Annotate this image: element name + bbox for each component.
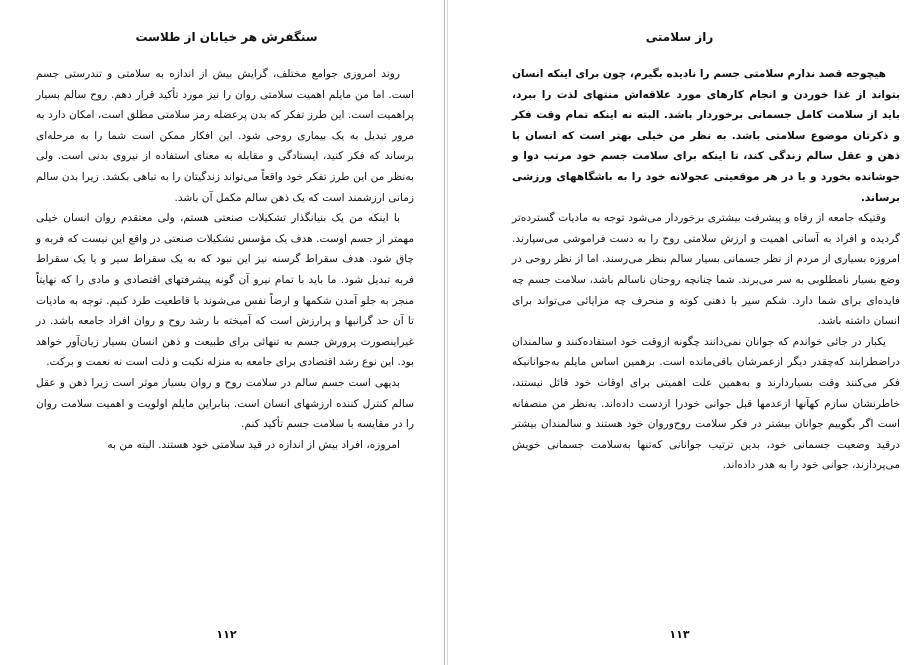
left-page-header: سنگفرش هر خیابان از طلاست (135, 30, 318, 44)
left-paragraph: امروزه، افراد بیش از اندازه در قید سلامتی خود هستند. البته من به (107, 438, 400, 451)
right-page-body (512, 64, 900, 476)
left-paragraph: بدیهی است جسم سالم در سلامت روح و روان بسیار موثر است زیرا ذهن و عقل سالم کنترل کننده ارزشهای انسان است. بنابراین مایلم اولویت و اهمیت سلامت روان را در مقایسه با سلامت جسم تأکید کنم. (36, 376, 414, 431)
right-paragraph: یکبار در جائی خواندم که جوانان نمی‌دانند چگونه ازوقت خود استفاده‌کنند و سالمندان دراضطرابند که‌چقدر دیگر ازعمرشان باقی‌مانده است. برهمین اساس مایلم به‌جوانانیکه فکر می‌کنند وقت بسیاردارند و به‌همین علت اهمیتی برای اوقات خود قائل نیستند، خاطرنشان سازم کهآنها ازعدمها قبل جوانی خودرا ازدست داده‌اند. به‌نظر من منصفانه است اگر بگوییم جوانان بیشتر در فکر سلامت روح‌وروان خود هستند و سالمندان بیشتر درقید وضعیت جسمانی خود، بدین ترتیب جوانانی که‌تنها به‌سلامت جسمانی خویش می‌پردازند، جوانی خود را به هدر داده‌اند. (512, 335, 900, 472)
left-paragraph: روند امروزی جوامع مختلف، گرایش بیش از اندازه به سلامتی و تندرستی جسم است. اما من مایلم اهمیت سلامتی روان را نیز مورد تأکید قرار دهم. روح سالم بسیار پراهمیت است. این طرز تفکر که بدن پرعضله رمز سلامتی مطلق است، امکان دارد به مرور تبدیل به یک بیماری روحی شود. این افکار ممکن است شما را به مرحله‌ای برساند که فکر کنید، ایستادگی و مقابله به معنای استفاده از نیروی بدنی است. ولی به‌نظر من این طرز تفکر خود واقعاً می‌تواند زندگیتان را به تباهی بکشد. زیرا بدن سالم زمانی ارزشمند است که یک ذهن سالم مکمل آن باشد. (36, 68, 414, 204)
left-page-body (36, 64, 414, 455)
right-page (453, 0, 906, 665)
right-paragraph: وقتیکه جامعه از رفاه و پیشرفت بیشتری برخوردار می‌شود توجه به مادیات گسترده‌تر گردیده و افراد به آسانی اهمیت و ارزش سلامتی روح را به دست فراموشی می‌سپارند. امروزه بسیاری از مردم از نظر جسمانی بسیار سالم بنظر می‌رسند. اما از نظر روحی در وضع بسیار نامطلوبی به سر می‌برند. شما چنانچه روحتان ناسالم باشد، سلامت جسم چه فایده‌ای برای شما دارد. شکم سیر با ذهنی کوته و منحرف چه مزایائی می‌تواند برای انسان داشته باشد. (512, 212, 900, 328)
right-page-number: ۱۱۳ (669, 628, 690, 641)
right-page-header: راز سلامتی (645, 30, 714, 44)
gutter-divider (447, 0, 448, 665)
left-page-number: ۱۱۲ (216, 628, 237, 641)
left-paragraph: با اینکه من یک بنیانگذار تشکیلات صنعتی هستم، ولی معتقدم روان انسان خیلی مهمتر از جسم اوست. هدف یک مؤسس تشکیلات صنعتی در واقع این نیست که فربه و چاق شود. هدف سقراط گرسنه نیز این نبود که به یک سقراط سیر و یا یک سقراط فربه تبدیل شود. ما باید با تمام نیرو آن گونه پیشرفتهای اقتصادی و مادی را که نهایتاً منجر به جلو آمدن شکمها و ارضاً نفس می‌شوند با قاطعیت طرد کنیم. توجه به مادیات تا آن حد گرانبها و پرارزش است که آمیخته با رشد روح و روان افراد جامعه باشد. در غیراینصورت پرورش جسم به تنهائی برای طبیعت و ذهن انسان بسیار زیان‌آور خواهد بود. این نوع رشد اقتصادی برای جامعه به منزله نکبت و ذلت است نه نعمت و برکت. (36, 212, 414, 369)
right-paragraph: هیچوجه قصد ندارم سلامتی جسم را نادیده بگیرم، چون برای اینکه انسان بتواند از غذا خوردن و انجام کارهای مورد علاقه‌اش منتهای لذت را ببرد، باید از سلامت کامل جسمانی برخوردار باشد. البته نه اینکه تمام وقت فکر و ذکرتان موضوع سلامتی باشد. به نظر من خیلی بهتر است که انسان با ذهن و عقل سالم زندگی کند، تا اینکه برای سلامت جسم خود مرتب دوا و جوشانده بخورد و یا در هر موقعیتی عجولانه خود را به باشگاههای ورزشی برساند. (512, 68, 900, 204)
gutter-divider (444, 0, 445, 665)
